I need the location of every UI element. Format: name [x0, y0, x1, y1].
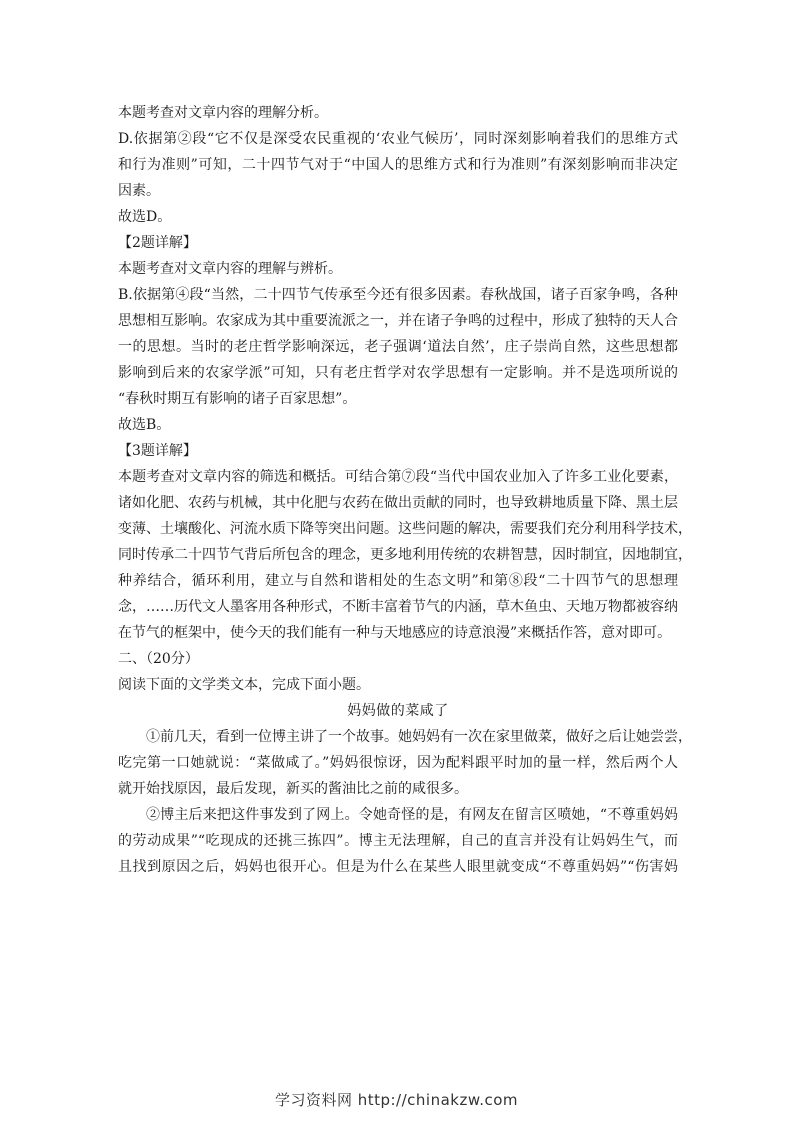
story-line: ①前几天，看到一位博主讲了一个故事。她妈妈有一次在家里做菜，做好之后让她尝尝，	[146, 729, 692, 745]
sec2-heading-text: 【2题详解】	[118, 235, 197, 251]
sec2-heading	[118, 230, 678, 256]
sec2-analysis	[118, 282, 678, 412]
sec2-line: B.依据第④段“当然，二十四节气传承至今还有很多因素。春秋战国，诸子百家争鸣，各种	[118, 287, 678, 303]
sec2-line: “春秋时期互有影响的诸子百家思想”。	[118, 391, 357, 407]
story-line: 的劳动成果”“吃现成的还挑三拣四”。博主无法理解，自己的直言并没有让妈妈生气，而	[118, 833, 678, 849]
sec2-intro	[118, 256, 678, 282]
part2-heading	[118, 646, 678, 672]
sec3-line: 同时传承二十四节气背后所包含的理念，更多地利用传统的农耕智慧，因时制宜，因地制宜，	[118, 547, 692, 563]
sec2-line: 思想相互影响。农家成为其中重要流派之一，并在诸子争鸣的过程中，形成了独特的天人合	[118, 313, 678, 329]
sec1-analysis	[118, 126, 678, 204]
sec3-line: 念，……历代文人墨客用各种形式，不断丰富着节气的内涵，草木鱼虫、天地万物都被容纳	[118, 599, 678, 615]
sec1-intro-text: 本题考查对文章内容的理解分析。	[118, 105, 328, 121]
sec2-answer	[118, 412, 678, 438]
story-paragraph-1	[118, 724, 692, 802]
story-title-text: 妈妈做的菜咸了	[347, 703, 449, 719]
part2-instruction-text: 阅读下面的文学类文本，完成下面小题。	[118, 677, 370, 693]
sec1-answer-text: 故选D。	[118, 209, 172, 225]
story-line: 且找到原因之后，妈妈也很开心。但是为什么在某些人眼里就变成“不尊重妈妈”“伤害妈	[118, 859, 678, 875]
sec2-answer-text: 故选B。	[118, 417, 171, 433]
sec3-line: 本题考查对文章内容的筛选和概括。可结合第⑦段“当代中国农业加入了许多工业化要素，	[118, 469, 678, 485]
sec3-line: 变薄、土壤酸化、河流水质下降等突出问题。这些问题的解决，需要我们充分利用科学技术，	[118, 521, 692, 537]
sec1-line: 和行为准则”可知，二十四节气对于“中国人的思维方式和行为准则”有深刻影响而非决定	[118, 157, 678, 173]
sec3-analysis	[118, 464, 692, 646]
sec2-line: 一的思想。当时的老庄哲学影响深远，老子强调‘道法自然’，庄子崇尚自然，这些思想都	[118, 339, 678, 355]
sec3-line: 诸如化肥、农药与机械，其中化肥与农药在做出贡献的同时，也导致耕地质量下降、黑土层	[118, 495, 678, 511]
story-title	[118, 698, 678, 724]
sec2-line: 影响到后来的农家学派”可知，只有老庄哲学对农学思想有一定影响。并不是选项所说的	[118, 365, 678, 381]
part2-instruction	[118, 672, 678, 698]
sec1-intro	[118, 100, 678, 126]
sec3-line: 种养结合，循环利用，建立与自然和谐相处的生态文明”和第⑧段“二十四节气的思想理	[118, 573, 678, 589]
footer-watermark: 学习资料网 http://chinakzw.com	[274, 1091, 519, 1109]
sec1-line: D.依据第②段“它不仅是深受农民重视的‘农业气候历’，同时深刻影响着我们的思维方式	[118, 131, 678, 147]
sec1-answer	[118, 204, 678, 230]
part2-heading-text: 二、（20分）	[118, 651, 199, 667]
sec1-line: 因素。	[118, 183, 160, 199]
sec3-line: 在节气的框架中，使今天的我们能有一种与天地感应的诗意浪漫”来概括作答，意对即可。	[118, 625, 672, 641]
sec3-heading-text: 【3题详解】	[118, 443, 197, 459]
story-line: 就开始找原因，最后发现，新买的酱油比之前的咸很多。	[118, 781, 468, 797]
sec2-intro-text: 本题考查对文章内容的理解与辨析。	[118, 261, 342, 277]
document-body	[118, 100, 692, 880]
story-line: 吃完第一口她就说：“菜做咸了。”妈妈很惊讶，因为配料跟平时加的量一样，然后两个人	[118, 755, 678, 771]
story-paragraph-2	[118, 802, 678, 880]
story-line: ②博主后来把这件事发到了网上。令她奇怪的是，有网友在留言区喷她，“不尊重妈妈	[146, 807, 678, 823]
sec3-heading	[118, 438, 678, 464]
